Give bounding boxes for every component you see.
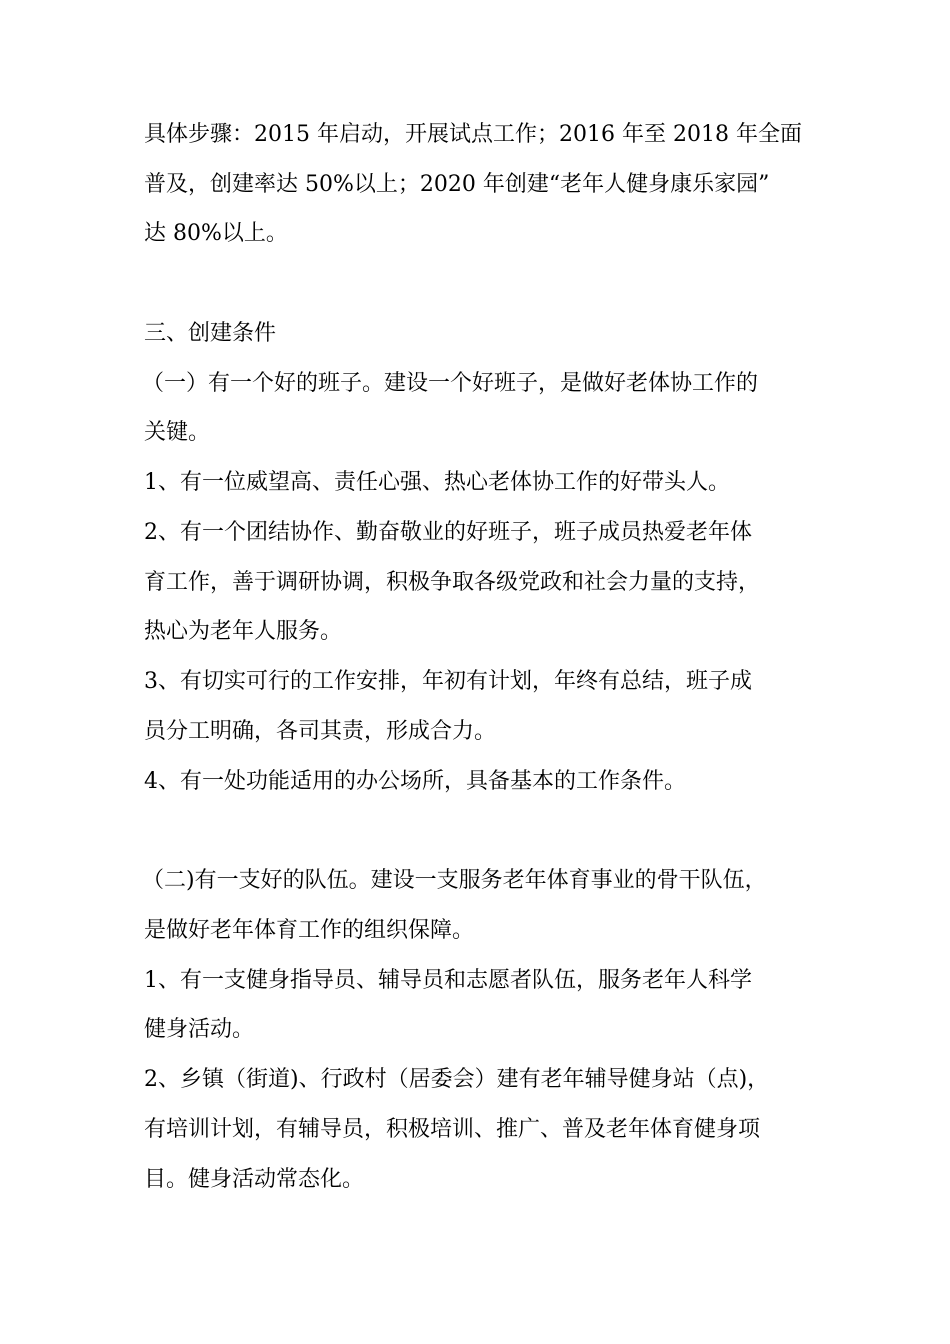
text-line: 育工作，善于调研协调，积极争取各级党政和社会力量的支持， xyxy=(144,570,761,595)
list-item: 1、有一支健身指导员、辅导员和志愿者队伍，服务老年人科学 xyxy=(144,968,752,993)
text-line: 关键。 xyxy=(144,420,211,445)
text-line: 员分工明确，各司其责，形成合力。 xyxy=(144,719,497,744)
section-heading: 三、创建条件 xyxy=(144,321,277,346)
subsection-heading: （一）有一个好的班子。建设一个好班子，是做好老体协工作的 xyxy=(142,371,759,396)
list-item: 3、有切实可行的工作安排，年初有计划，年终有总结，班子成 xyxy=(144,669,752,694)
text-line: 健身活动。 xyxy=(144,1017,255,1042)
text-line: 目。健身活动常态化。 xyxy=(144,1167,365,1192)
text-line: 普及，创建率达 50%以上；2020 年创建“老年人健身康乐家园” xyxy=(144,172,770,197)
list-item: 2、有一个团结协作、勤奋敬业的好班子，班子成员热爱老年体 xyxy=(144,520,752,545)
text-line: 有培训计划，有辅导员，积极培训、推广、普及老年体育健身项 xyxy=(144,1117,761,1142)
subsection-heading: （二)有一支好的队伍。建设一支服务老年体育事业的骨干队伍， xyxy=(142,868,767,893)
text-line: 达 80%以上。 xyxy=(144,221,288,246)
text-line: 是做好老年体育工作的组织保障。 xyxy=(144,918,475,943)
text-line: 具体步骤：2015 年启动，开展试点工作；2016 年至 2018 年全面 xyxy=(144,122,802,147)
list-item: 1、有一位威望高、责任心强、热心老体协工作的好带头人。 xyxy=(144,470,730,495)
text-line: 热心为老年人服务。 xyxy=(144,619,343,644)
list-item: 2、乡镇（街道)、行政村（居委会）建有老年辅导健身站（点)， xyxy=(144,1067,770,1092)
list-item: 4、有一处功能适用的办公场所，具备基本的工作条件。 xyxy=(144,769,686,794)
